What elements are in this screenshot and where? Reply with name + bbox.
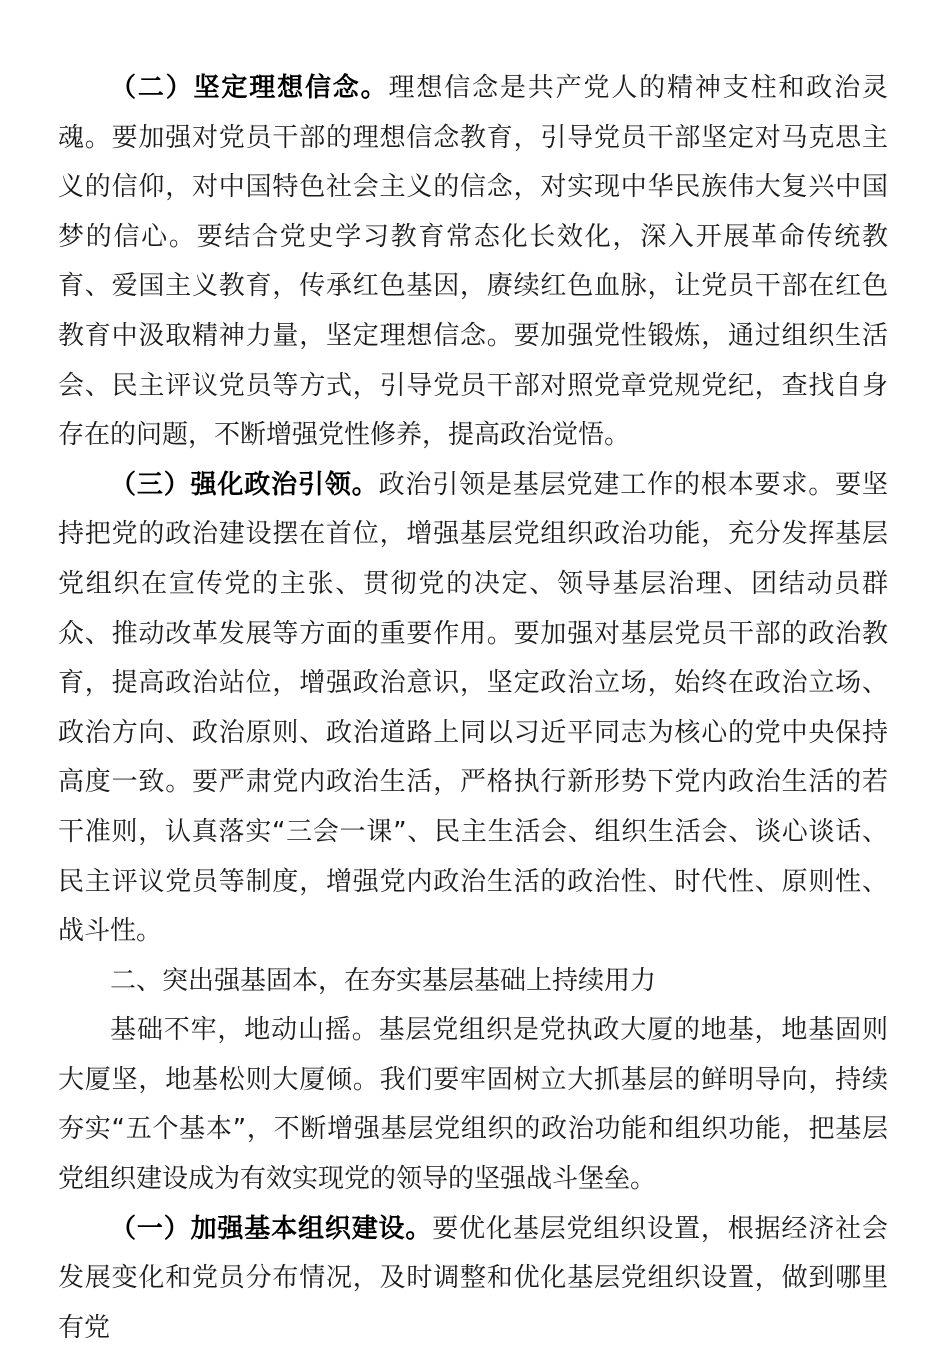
section-title: 二、突出强基固本，在夯实基层基础上持续用力 xyxy=(110,965,657,996)
paragraph-text: 政治引领是基层党建工作的根本要求。要坚持把党的政治建设摆在首位，增强基层党组织政治功能，充分发挥基层党组织在宣传党的主张、贯彻党的决定、领导基层治理、团结动员群众、推动改革发展等方面的重要作用。要加强对基层党员干部的政治教育，提高政治站位，增强政治意识，坚定政治立场，始终在政治立场、政治方向、政治原则、政治道路上同以习近平同志为核心的党中央保持高度一致。要严肃党内政治生活，严格执行新形势下党内政治生活的若干准则，认真落实“三会一课”、民主生活会、组织生活会、谈心谈话、民主评议党员等制度，增强党内政治生活的政治性、时代性、原则性、战斗性。 xyxy=(58,469,888,947)
paragraph-heading: （三）强化政治引领。 xyxy=(110,469,379,500)
paragraph-text: 理想信念是共产党人的精神支柱和政治灵魂。要加强对党员干部的理想信念教育，引导党员干部坚定对马克思主义的信仰，对中国特色社会主义的信念，对实现中华民族伟大复兴中国梦的信心。要结合党史学习教育常态化长效化，深入开展革命传统教育、爱国主义教育，传承红色基因，赓续红色血脉，让党员干部在红色教育中汲取精神力量，坚定理想信念。要加强党性锻炼，通过组织生活会、民主评议党员等方式，引导党员干部对照党章党规党纪，查找自身存在的问题，不断增强党性修养，提高政治觉悟。 xyxy=(58,73,888,451)
paragraph-basic-organization xyxy=(58,1205,888,1353)
paragraph-text: 要优化基层党组织设置，根据经济社会发展变化和党员分布情况，及时调整和优化基层党组织设置，做到哪里有党 xyxy=(58,1213,888,1343)
paragraph-intro: 基础不牢，地动山摇。基层党组织是党执政大厦的地基，地基固则大厦坚，地基松则大厦倾。我们要牢固树立大抓基层的鲜明导向，持续夯实“五个基本”，不断增强基层党组织的政治功能和组织功能，把基层党组织建设成为有效实现党的领导的坚强战斗堡垒。 xyxy=(58,1015,888,1195)
paragraph-heading: （一）加强基本组织建设。 xyxy=(110,1213,433,1244)
paragraph-ideals xyxy=(58,64,888,461)
paragraph-heading: （二）坚定理想信念。 xyxy=(110,73,389,103)
document-body xyxy=(58,64,888,1353)
paragraph-political-leadership xyxy=(58,461,888,957)
